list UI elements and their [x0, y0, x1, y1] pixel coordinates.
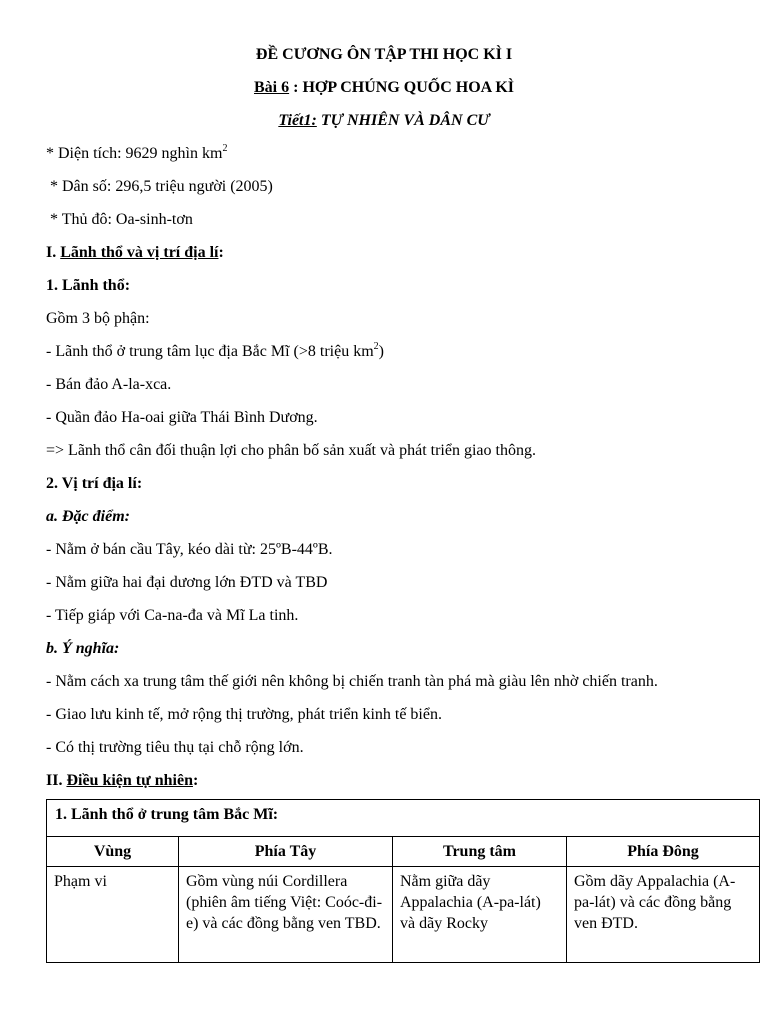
- period-name: TỰ NHIÊN VÀ DÂN CƯ: [316, 112, 490, 129]
- period-label: Tiết1:: [278, 112, 317, 129]
- fact-area-sup: 2: [222, 142, 228, 154]
- lesson-name: : HỢP CHÚNG QUỐC HOA KÌ: [289, 79, 515, 96]
- subsection-1-heading: 1. Lãnh thổ:: [46, 277, 131, 294]
- section-1-suffix: :: [218, 244, 224, 261]
- fact-population: * Dân số: 296,5 triệu người (2005): [50, 178, 273, 195]
- lesson-label: Bài 6: [253, 79, 290, 96]
- table-cell: Gồm vùng núi Cordillera (phiên âm tiếng Việt: Coóc-đi-e) và các đồng bằng ven TBD.: [179, 867, 393, 963]
- significance-item: - Nằm cách xa trung tâm thế giới nên không bị chiến tranh tàn phá mà giàu lên nhờ chiến tranh.: [46, 673, 658, 690]
- feature-item: - Tiếp giáp với Ca-na-đa và Mĩ La tinh.: [46, 607, 299, 624]
- section-2-suffix: :: [192, 772, 199, 789]
- subsection-1-intro: Gồm 3 bộ phận:: [46, 310, 150, 327]
- table-header-row: [47, 837, 760, 867]
- period-title: [0, 111, 768, 131]
- table-row: [47, 867, 760, 963]
- significance-item: - Giao lưu kinh tế, mở rộng thị trường, phát triển kinh tế biển.: [46, 706, 442, 723]
- section-2-title: Điều kiện tự nhiên: [66, 772, 193, 789]
- column-header: Trung tâm: [393, 837, 567, 867]
- column-header: Phía Đông: [567, 837, 760, 867]
- section-2-prefix: II.: [46, 772, 67, 789]
- subsection-2-heading: 2. Vị trí địa lí:: [46, 475, 143, 492]
- feature-item: - Nằm ở bán cầu Tây, kéo dài từ: 25ºB-44ºB.: [46, 541, 333, 558]
- territory-item-1-end: ): [378, 343, 384, 360]
- territory-conclusion: => Lãnh thổ cân đối thuận lợi cho phân bố sản xuất và phát triển giao thông.: [46, 442, 536, 459]
- significance-heading: b. Ý nghĩa:: [46, 640, 120, 657]
- lesson-title: [0, 78, 768, 98]
- section-1-heading: [46, 243, 224, 263]
- feature-item: - Nằm giữa hai đại dương lớn ĐTD và TBD: [46, 574, 328, 591]
- table-cell: Gồm dãy Appalachia (A-pa-lát) và các đồng bằng ven ĐTD.: [567, 867, 760, 963]
- section-2-heading: [46, 771, 198, 791]
- column-header: Phía Tây: [179, 837, 393, 867]
- fact-area: [46, 144, 227, 164]
- table-title-row: [47, 800, 760, 837]
- section-1-prefix: I.: [46, 244, 61, 261]
- table-cell: Phạm vi: [47, 867, 179, 963]
- column-header: Vùng: [47, 837, 179, 867]
- territory-item-2: - Bán đảo A-la-xca.: [46, 376, 172, 393]
- features-heading: a. Đặc điểm:: [46, 508, 130, 525]
- table-cell: Nằm giữa dãy Appalachia (A-pa-lát) và dãy Rocky: [393, 867, 567, 963]
- document-title: ĐỀ CƯƠNG ÔN TẬP THI HỌC KÌ I: [255, 46, 513, 63]
- fact-area-text: * Diện tích: 9629 nghìn km: [46, 145, 223, 162]
- territory-item-1: [46, 342, 384, 362]
- territory-item-3: - Quần đảo Ha-oai giữa Thái Bình Dương.: [46, 409, 318, 426]
- table-title: 1. Lãnh thổ ở trung tâm Bắc Mĩ:: [47, 800, 760, 837]
- significance-item: - Có thị trường tiêu thụ tại chỗ rộng lớn.: [46, 739, 304, 756]
- territory-item-1-text: - Lãnh thổ ở trung tâm lục địa Bắc Mĩ (>8 triệu km: [46, 343, 374, 360]
- section-1-title: Lãnh thổ và vị trí địa lí: [60, 244, 219, 261]
- territory-item-1-sup: 2: [373, 340, 379, 352]
- natural-conditions-table: [46, 799, 760, 963]
- fact-capital: * Thủ đô: Oa-sinh-tơn: [50, 211, 193, 228]
